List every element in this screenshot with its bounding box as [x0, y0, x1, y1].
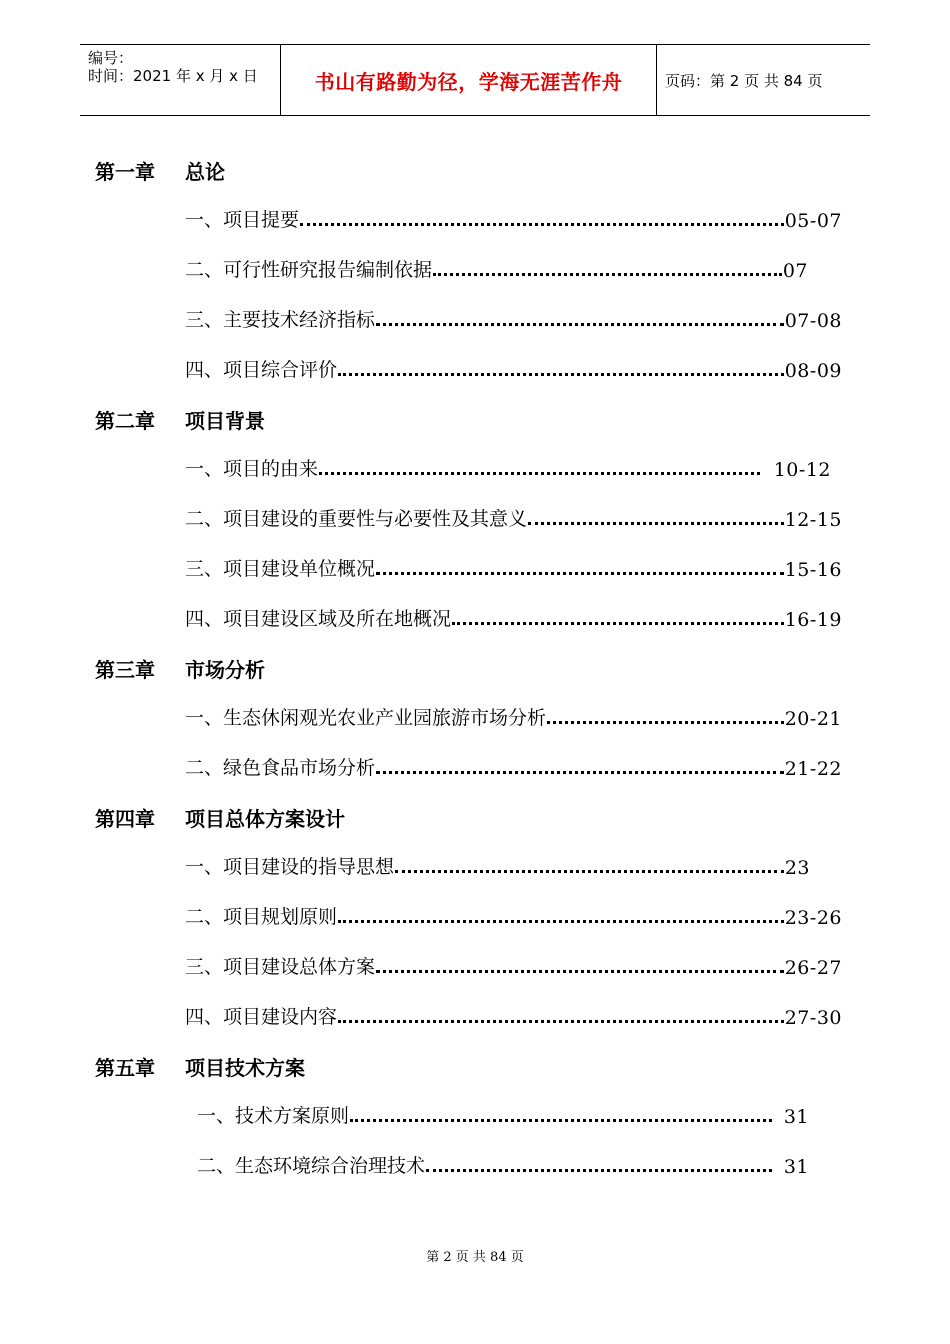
toc-entry-pages: 27-30 — [784, 1007, 842, 1029]
header-time-label: 时间：2021 年 x 月 x 日 — [88, 67, 258, 85]
page-header — [80, 44, 870, 116]
toc-entry[interactable] — [185, 700, 842, 730]
toc-entry-pages: 10-12 — [773, 459, 831, 481]
toc-entry[interactable] — [185, 551, 842, 581]
chapter-heading — [95, 156, 225, 185]
leader-dots — [376, 572, 784, 575]
chapter-title: 项目背景 — [185, 409, 265, 433]
toc-entry-label: 二、绿色食品市场分析 — [185, 757, 376, 779]
toc-entry[interactable] — [185, 750, 842, 780]
leader-dots — [338, 373, 784, 376]
header-page-info: 页码：第 2 页 共 84 页 — [665, 71, 823, 90]
toc-entry-label: 一、项目建设的指导思想 — [185, 856, 395, 878]
toc-entry-pages: 07-08 — [784, 310, 842, 332]
toc-entry-label: 一、技术方案原则 — [197, 1105, 350, 1127]
toc-entry-label: 四、项目综合评价 — [185, 359, 338, 381]
leader-dots — [528, 522, 784, 525]
chapter-heading — [95, 803, 345, 832]
toc-entry-pages: 16-19 — [784, 609, 842, 631]
chapter-heading — [95, 405, 265, 434]
header-number-label: 编号： — [88, 49, 134, 67]
toc-entry-pages: 08-09 — [784, 360, 842, 382]
toc-entry-label: 一、生态休闲观光农业产业园旅游市场分析 — [185, 707, 547, 729]
header-meta — [80, 45, 281, 115]
chapter-number: 第五章 — [95, 1056, 155, 1080]
toc-entry-label: 二、生态环境综合治理技术 — [197, 1155, 426, 1177]
toc-entry-pages: 26-27 — [784, 957, 842, 979]
toc-entry-label: 一、项目提要 — [185, 209, 300, 231]
chapter-number: 第二章 — [95, 409, 155, 433]
toc-entry[interactable] — [185, 352, 842, 382]
chapter-number: 第四章 — [95, 807, 155, 831]
toc-entry-label: 三、主要技术经济指标 — [185, 309, 376, 331]
toc-entry-label: 二、项目建设的重要性与必要性及其意义 — [185, 508, 528, 530]
leader-dots — [547, 721, 784, 724]
toc-entry-pages: 05-07 — [784, 210, 842, 232]
toc-entry-label: 四、项目建设内容 — [185, 1006, 338, 1028]
toc-entry-label: 二、项目规划原则 — [185, 906, 338, 928]
toc-entry[interactable] — [185, 451, 831, 481]
toc-entry-label: 四、项目建设区域及所在地概况 — [185, 608, 452, 630]
chapter-heading — [95, 654, 265, 683]
header-motto: 书山有路勤为径，学海无涯苦作舟 — [281, 45, 657, 115]
leader-dots — [376, 970, 784, 973]
toc-entry[interactable] — [185, 899, 842, 929]
leader-dots — [376, 771, 784, 774]
chapter-heading — [95, 1052, 305, 1081]
toc-entry-pages: 31 — [783, 1156, 809, 1178]
leader-dots — [338, 920, 784, 923]
toc-entry[interactable] — [185, 202, 842, 232]
toc-entry-label: 二、可行性研究报告编制依据 — [185, 259, 433, 281]
toc-entry[interactable] — [197, 1148, 809, 1178]
leader-dots — [319, 472, 760, 475]
toc-entry-pages: 07 — [782, 260, 808, 282]
chapter-title: 市场分析 — [185, 658, 265, 682]
toc-entry[interactable] — [185, 302, 842, 332]
leader-dots — [350, 1119, 772, 1122]
toc-entry-label: 三、项目建设单位概况 — [185, 558, 376, 580]
chapter-number: 第三章 — [95, 658, 155, 682]
leader-dots — [376, 323, 784, 326]
chapter-title: 项目技术方案 — [185, 1056, 305, 1080]
toc-entry-pages: 20-21 — [784, 708, 842, 730]
leader-dots — [426, 1169, 772, 1172]
toc-entry[interactable] — [185, 501, 842, 531]
toc-entry[interactable] — [185, 601, 842, 631]
toc-entry-label: 一、项目的由来 — [185, 458, 319, 480]
toc-entry-label: 三、项目建设总体方案 — [185, 956, 376, 978]
toc-entry-pages: 31 — [783, 1106, 809, 1128]
toc-entry[interactable] — [185, 849, 810, 879]
toc-entry[interactable] — [197, 1098, 809, 1128]
chapter-number: 第一章 — [95, 160, 155, 184]
toc-entry[interactable] — [185, 949, 842, 979]
toc-entry-pages: 15-16 — [784, 559, 842, 581]
chapter-title: 项目总体方案设计 — [185, 807, 345, 831]
leader-dots — [452, 622, 784, 625]
toc-entry-pages: 23 — [784, 857, 810, 879]
toc-entry-pages: 12-15 — [784, 509, 842, 531]
toc-entry-pages: 23-26 — [784, 907, 842, 929]
leader-dots — [433, 273, 782, 276]
leader-dots — [395, 870, 784, 873]
toc-entry-pages: 21-22 — [784, 758, 842, 780]
leader-dots — [338, 1020, 784, 1023]
toc-entry[interactable] — [185, 252, 808, 282]
leader-dots — [300, 223, 784, 226]
chapter-title: 总论 — [185, 160, 225, 184]
page-footer: 第 2 页 共 84 页 — [426, 1250, 524, 1265]
toc-entry[interactable] — [185, 999, 842, 1029]
